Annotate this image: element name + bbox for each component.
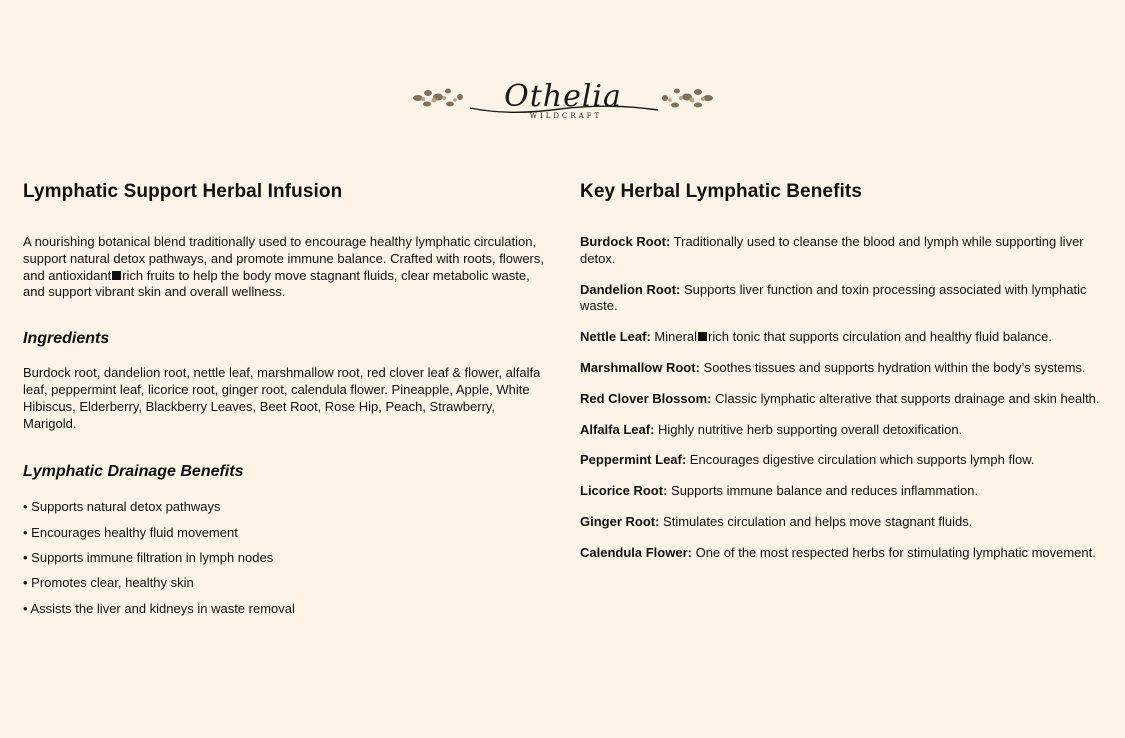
benefit-name: Peppermint Leaf: — [580, 452, 687, 468]
svg-text:WILDCRAFT: WILDCRAFT — [529, 112, 603, 120]
benefit-peppermint-leaf — [580, 452, 1105, 469]
benefit-alfalfa-leaf — [580, 422, 1105, 439]
benefit-name: Red Clover Blossom: — [580, 390, 712, 406]
benefit-text: Supports immune balance and reduces inflammation. — [667, 483, 979, 499]
benefit-licorice-root — [580, 483, 1105, 500]
benefit-ginger-root — [580, 514, 1105, 531]
key-benefits-title: Key Herbal Lymphatic Benefits — [580, 181, 862, 202]
benefit-name: Calendula Flower: — [580, 544, 692, 560]
benefit-nettle-leaf — [580, 329, 1105, 346]
svg-text:Othelia: Othelia — [504, 79, 622, 114]
benefit-name: Burdock Root: — [580, 234, 671, 249]
benefit-text: Soothes tissues and supports hydration within the body’s systems. — [699, 359, 1086, 375]
list-item: • Supports immune filtration in lymph nodes — [23, 549, 274, 565]
benefit-text: Encourages digestive circulation which supports lymph flow. — [686, 452, 1035, 468]
benefit-name: Nettle Leaf: — [580, 329, 651, 345]
list-item: • Promotes clear, healthy skin — [23, 575, 194, 591]
ingredients-heading: Ingredients — [23, 330, 110, 348]
benefit-text: One of the most respected herbs for stimulating lymphatic movement. — [691, 544, 1096, 560]
right-column — [580, 180, 1105, 576]
infusion-title: Lymphatic Support Herbal Infusion — [23, 181, 343, 202]
benefit-text-part2: rich tonic that supports circulation and healthy fluid balance. — [708, 329, 1053, 345]
left-column — [23, 180, 551, 625]
brand-logo-graphic — [410, 78, 716, 120]
benefit-marshmallow-root — [580, 360, 1105, 377]
benefit-name: Alfalfa Leaf: — [580, 421, 655, 437]
missing-glyph-square-icon — [112, 271, 121, 280]
list-item: • Supports natural detox pathways — [23, 499, 221, 515]
benefit-text: Highly nutritive herb supporting overall detoxification. — [654, 421, 963, 437]
benefit-name: Licorice Root: — [580, 483, 668, 499]
missing-glyph-square-icon — [698, 332, 707, 341]
benefit-burdock-root — [580, 234, 1105, 268]
list-item: • Assists the liver and kidneys in waste removal — [23, 600, 295, 616]
intro-paragraph — [23, 234, 551, 301]
benefit-calendula-flower — [580, 545, 1105, 562]
benefit-name: Marshmallow Root: — [580, 359, 700, 375]
list-item: • Encourages healthy fluid movement — [23, 524, 238, 540]
benefit-red-clover-blossom — [580, 391, 1105, 408]
benefit-text: Traditionally used to cleanse the blood and lymph while supporting liver detox. — [580, 234, 1084, 266]
benefit-text-part1: Mineral — [650, 329, 698, 345]
benefit-text: Stimulates circulation and helps move stagnant fluids. — [659, 513, 973, 529]
intro-text-part2: rich fruits to help the body move stagnant fluids, clear metabolic waste, and support vibrant skin and overall wellness. — [23, 267, 530, 300]
benefit-text: Supports liver function and toxin processing associated with lymphatic waste. — [580, 281, 1087, 314]
benefit-name: Ginger Root: — [580, 513, 660, 529]
benefit-text: Classic lymphatic alterative that supports drainage and skin health. — [711, 390, 1100, 406]
drainage-benefits-list — [23, 498, 551, 616]
ingredients-text: Burdock root, dandelion root, nettle leaf, marshmallow root, red clover leaf & flower, alfalfa leaf, peppermint leaf, licorice root, ginger root, calendula flower. Pineapple, Apple, White Hibiscus, Elderberry, Blackberry Leaves, Beet Root, Rose Hip, Peach, Strawberry, Marigold. — [23, 365, 541, 431]
benefit-name: Dandelion Root: — [580, 281, 681, 297]
intro-text-part1: A nourishing botanical blend traditionally used to encourage healthy lymphatic circulation, support natural detox pathways, and promote immune balance. Crafted with roots, flowers, and antioxidant — [23, 234, 544, 283]
benefit-dandelion-root — [580, 282, 1105, 316]
drainage-benefits-heading: Lymphatic Drainage Benefits — [23, 463, 244, 481]
brand-logo — [410, 78, 716, 120]
